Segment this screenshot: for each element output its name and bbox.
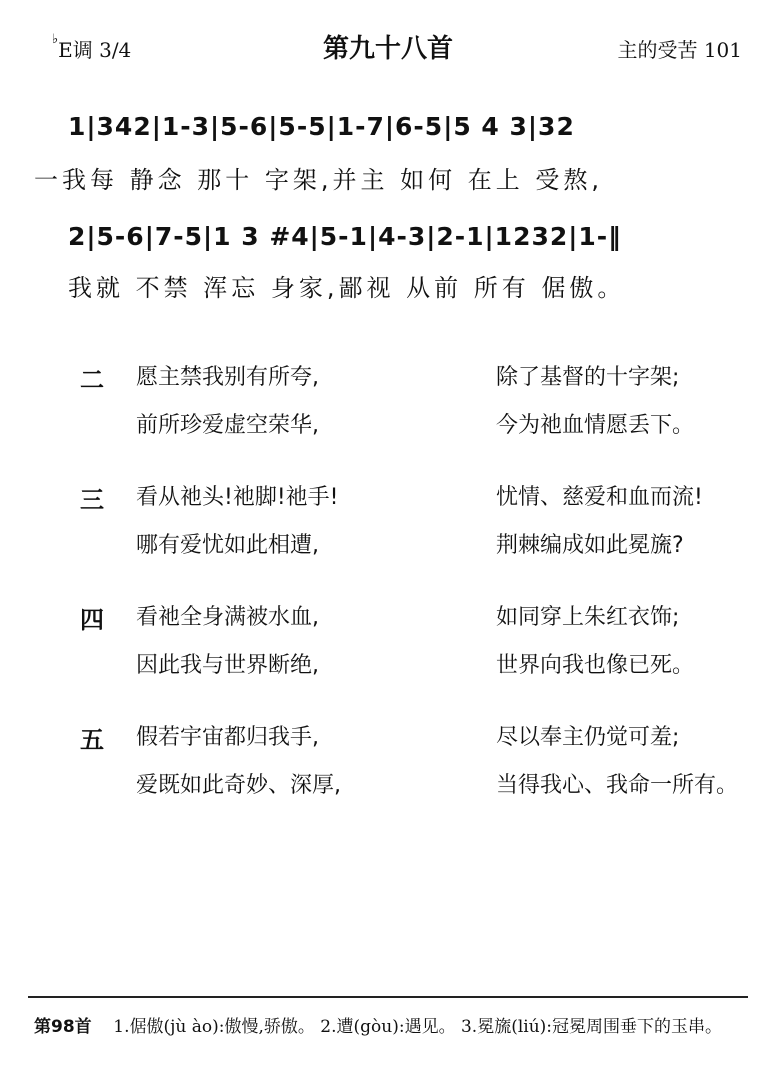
notation-line-1: 1|342|1-3|5-6|5-5|1-7|6-5|5 4 3|32 <box>68 112 575 141</box>
notation-line-2: 2|5-6|7-5|1 3 #4|5-1|4-3|2-1|1232|1-‖ <box>68 222 622 251</box>
verse-row: 愿主禁我别有所夸, 除了基督的十字架; <box>136 365 680 390</box>
lyric-line-1: 一我每 静念 那十 字架,并主 如何 在上 受熬, <box>34 166 604 194</box>
verse-row: 前所珍爱虚空荣华, 今为祂血情愿丢下。 <box>136 413 695 438</box>
verse-number: 四 <box>80 606 104 634</box>
verse-row: 假若宇宙都归我手, 尽以奉主仍觉可羞; <box>136 725 680 750</box>
footnote <box>34 1012 748 1042</box>
verse-row: 看祂全身满被水血, 如同穿上朱红衣饰; <box>136 605 680 630</box>
footnote-divider <box>28 996 748 998</box>
flat-sign: ♭ <box>52 32 59 48</box>
verse-row: 因此我与世界断绝, 世界向我也像已死。 <box>136 653 695 678</box>
footnote-label: 第98首 <box>34 1017 92 1037</box>
verse-number: 二 <box>80 366 104 394</box>
lyric-line-2: 我就 不禁 浑忘 身家,鄙视 从前 所有 倨傲。 <box>68 274 626 302</box>
verse-number: 五 <box>80 726 104 754</box>
verse-row: 爱既如此奇妙、深厚, 当得我心、我命一所有。 <box>136 773 739 798</box>
verse-row: 哪有爱忧如此相遭, 荆棘编成如此冕旒? <box>136 533 684 558</box>
footnote-text: 1.倨傲(jù ào):傲慢,骄傲。 2.遭(gòu):遇见。 3.冕旒(liú):冠冕周围垂下的玉串。 <box>113 1017 723 1037</box>
section-and-page: 主的受苦 101 <box>617 38 742 62</box>
key-signature: ♭E调 3/4 <box>52 32 132 62</box>
verse-number: 三 <box>80 486 104 514</box>
verse-row: 看从祂头!祂脚!祂手! 忧情、慈爱和血而流! <box>136 485 703 510</box>
hymn-title: 第九十八首 <box>322 34 453 64</box>
